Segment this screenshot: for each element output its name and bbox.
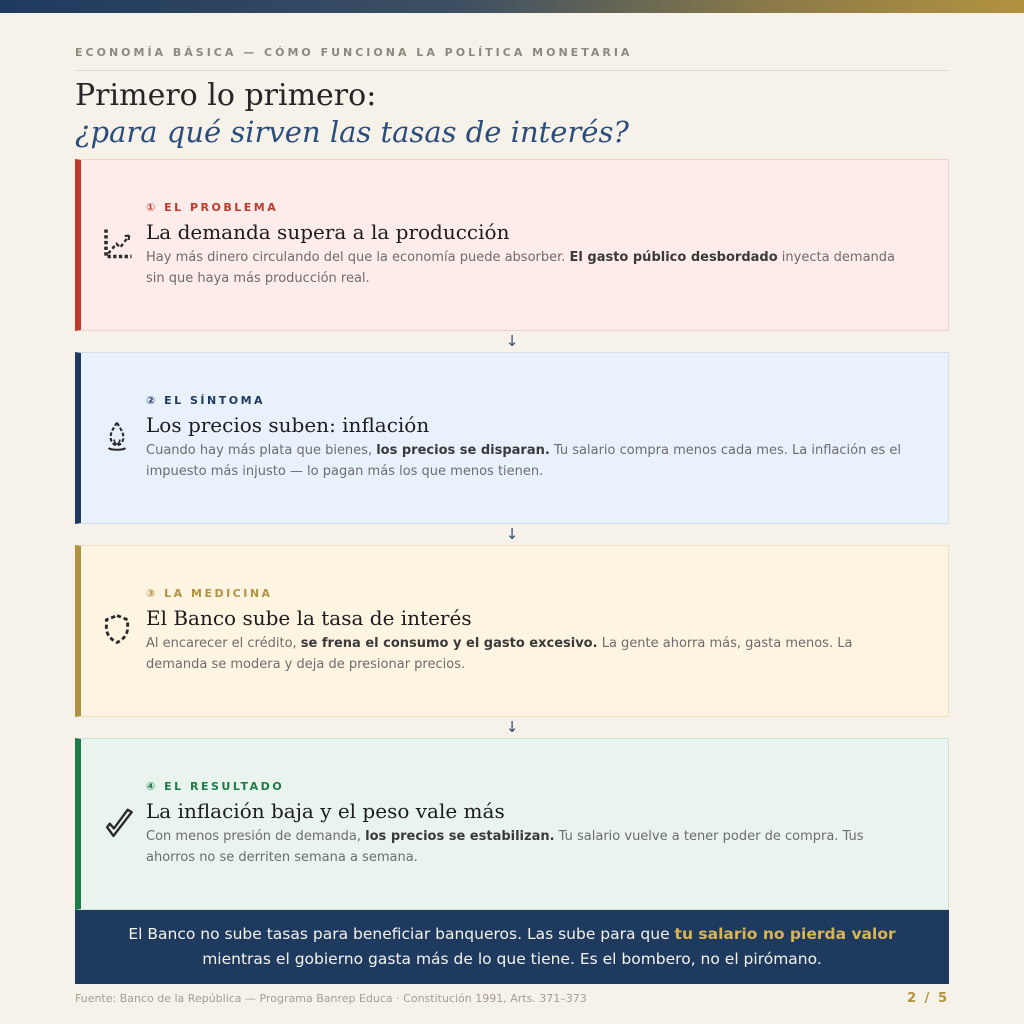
chart-increasing-icon bbox=[100, 201, 146, 290]
card-body: Con menos presión de demanda, los precios se estabilizan. Tu salario vuelve a tener poder de compra. Tus ahorros no se derriten semana a semana. bbox=[146, 829, 864, 865]
card-kicker: ② EL SÍNTOMA bbox=[146, 394, 266, 408]
card-heading: El Banco sube la tasa de interés bbox=[146, 606, 472, 631]
page-title: Primero lo primero: bbox=[75, 78, 377, 113]
card-kicker: ③ LA MEDICINA bbox=[146, 587, 273, 601]
page-number: 2 / 5 bbox=[907, 991, 949, 1007]
flame-icon bbox=[100, 394, 146, 483]
page-content bbox=[75, 46, 949, 1006]
shield-icon bbox=[100, 587, 146, 676]
eyebrow: ECONOMÍA BÁSICA — CÓMO FUNCIONA LA POLÍTICA MONETARIA bbox=[75, 46, 633, 59]
down-arrow-icon: ↓ bbox=[505, 332, 519, 351]
card-el-sintoma bbox=[75, 352, 949, 524]
card-heading: La demanda supera a la producción bbox=[146, 220, 510, 245]
top-gradient-bar bbox=[0, 0, 1024, 13]
card-body: Cuando hay más plata que bienes, los precios se disparan. Tu salario compra menos cada mes. La inflación es el impuesto más injusto — lo pagan más los que menos tienen. bbox=[146, 443, 901, 479]
card-el-resultado bbox=[75, 738, 949, 910]
card-body: Al encarecer el crédito, se frena el consumo y el gasto excesivo. La gente ahorra más, gasta menos. La demanda se modera y deja de presionar precios. bbox=[146, 636, 853, 672]
card-heading: Los precios suben: inflación bbox=[146, 413, 430, 438]
card-el-problema bbox=[75, 159, 949, 331]
summary-banner bbox=[75, 910, 949, 984]
card-kicker: ④ EL RESULTADO bbox=[146, 780, 285, 794]
page-subtitle: ¿para qué sirven las tasas de interés? bbox=[75, 115, 629, 149]
card-la-medicina bbox=[75, 545, 949, 717]
header-divider bbox=[75, 70, 949, 71]
card-kicker: ① EL PROBLEMA bbox=[146, 201, 279, 215]
down-arrow-icon: ↓ bbox=[505, 718, 519, 737]
source-attribution: Fuente: Banco de la República — Programa Banrep Educa · Constitución 1991, Arts. 371–373 bbox=[75, 992, 587, 1006]
summary-banner-text: El Banco no sube tasas para beneficiar banqueros. Las sube para que tu salario no pierda valor mientras el gobierno gasta más de lo que tiene. Es el bombero, no el pirómano. bbox=[128, 924, 896, 969]
footer bbox=[75, 991, 949, 1006]
card-heading: La inflación baja y el peso vale más bbox=[146, 799, 505, 824]
down-arrow-icon: ↓ bbox=[505, 525, 519, 544]
card-body: Hay más dinero circulando del que la economía puede absorber. El gasto público desbordado inyecta demanda sin que haya más producción real. bbox=[146, 250, 896, 286]
checkmark-icon bbox=[100, 780, 146, 869]
